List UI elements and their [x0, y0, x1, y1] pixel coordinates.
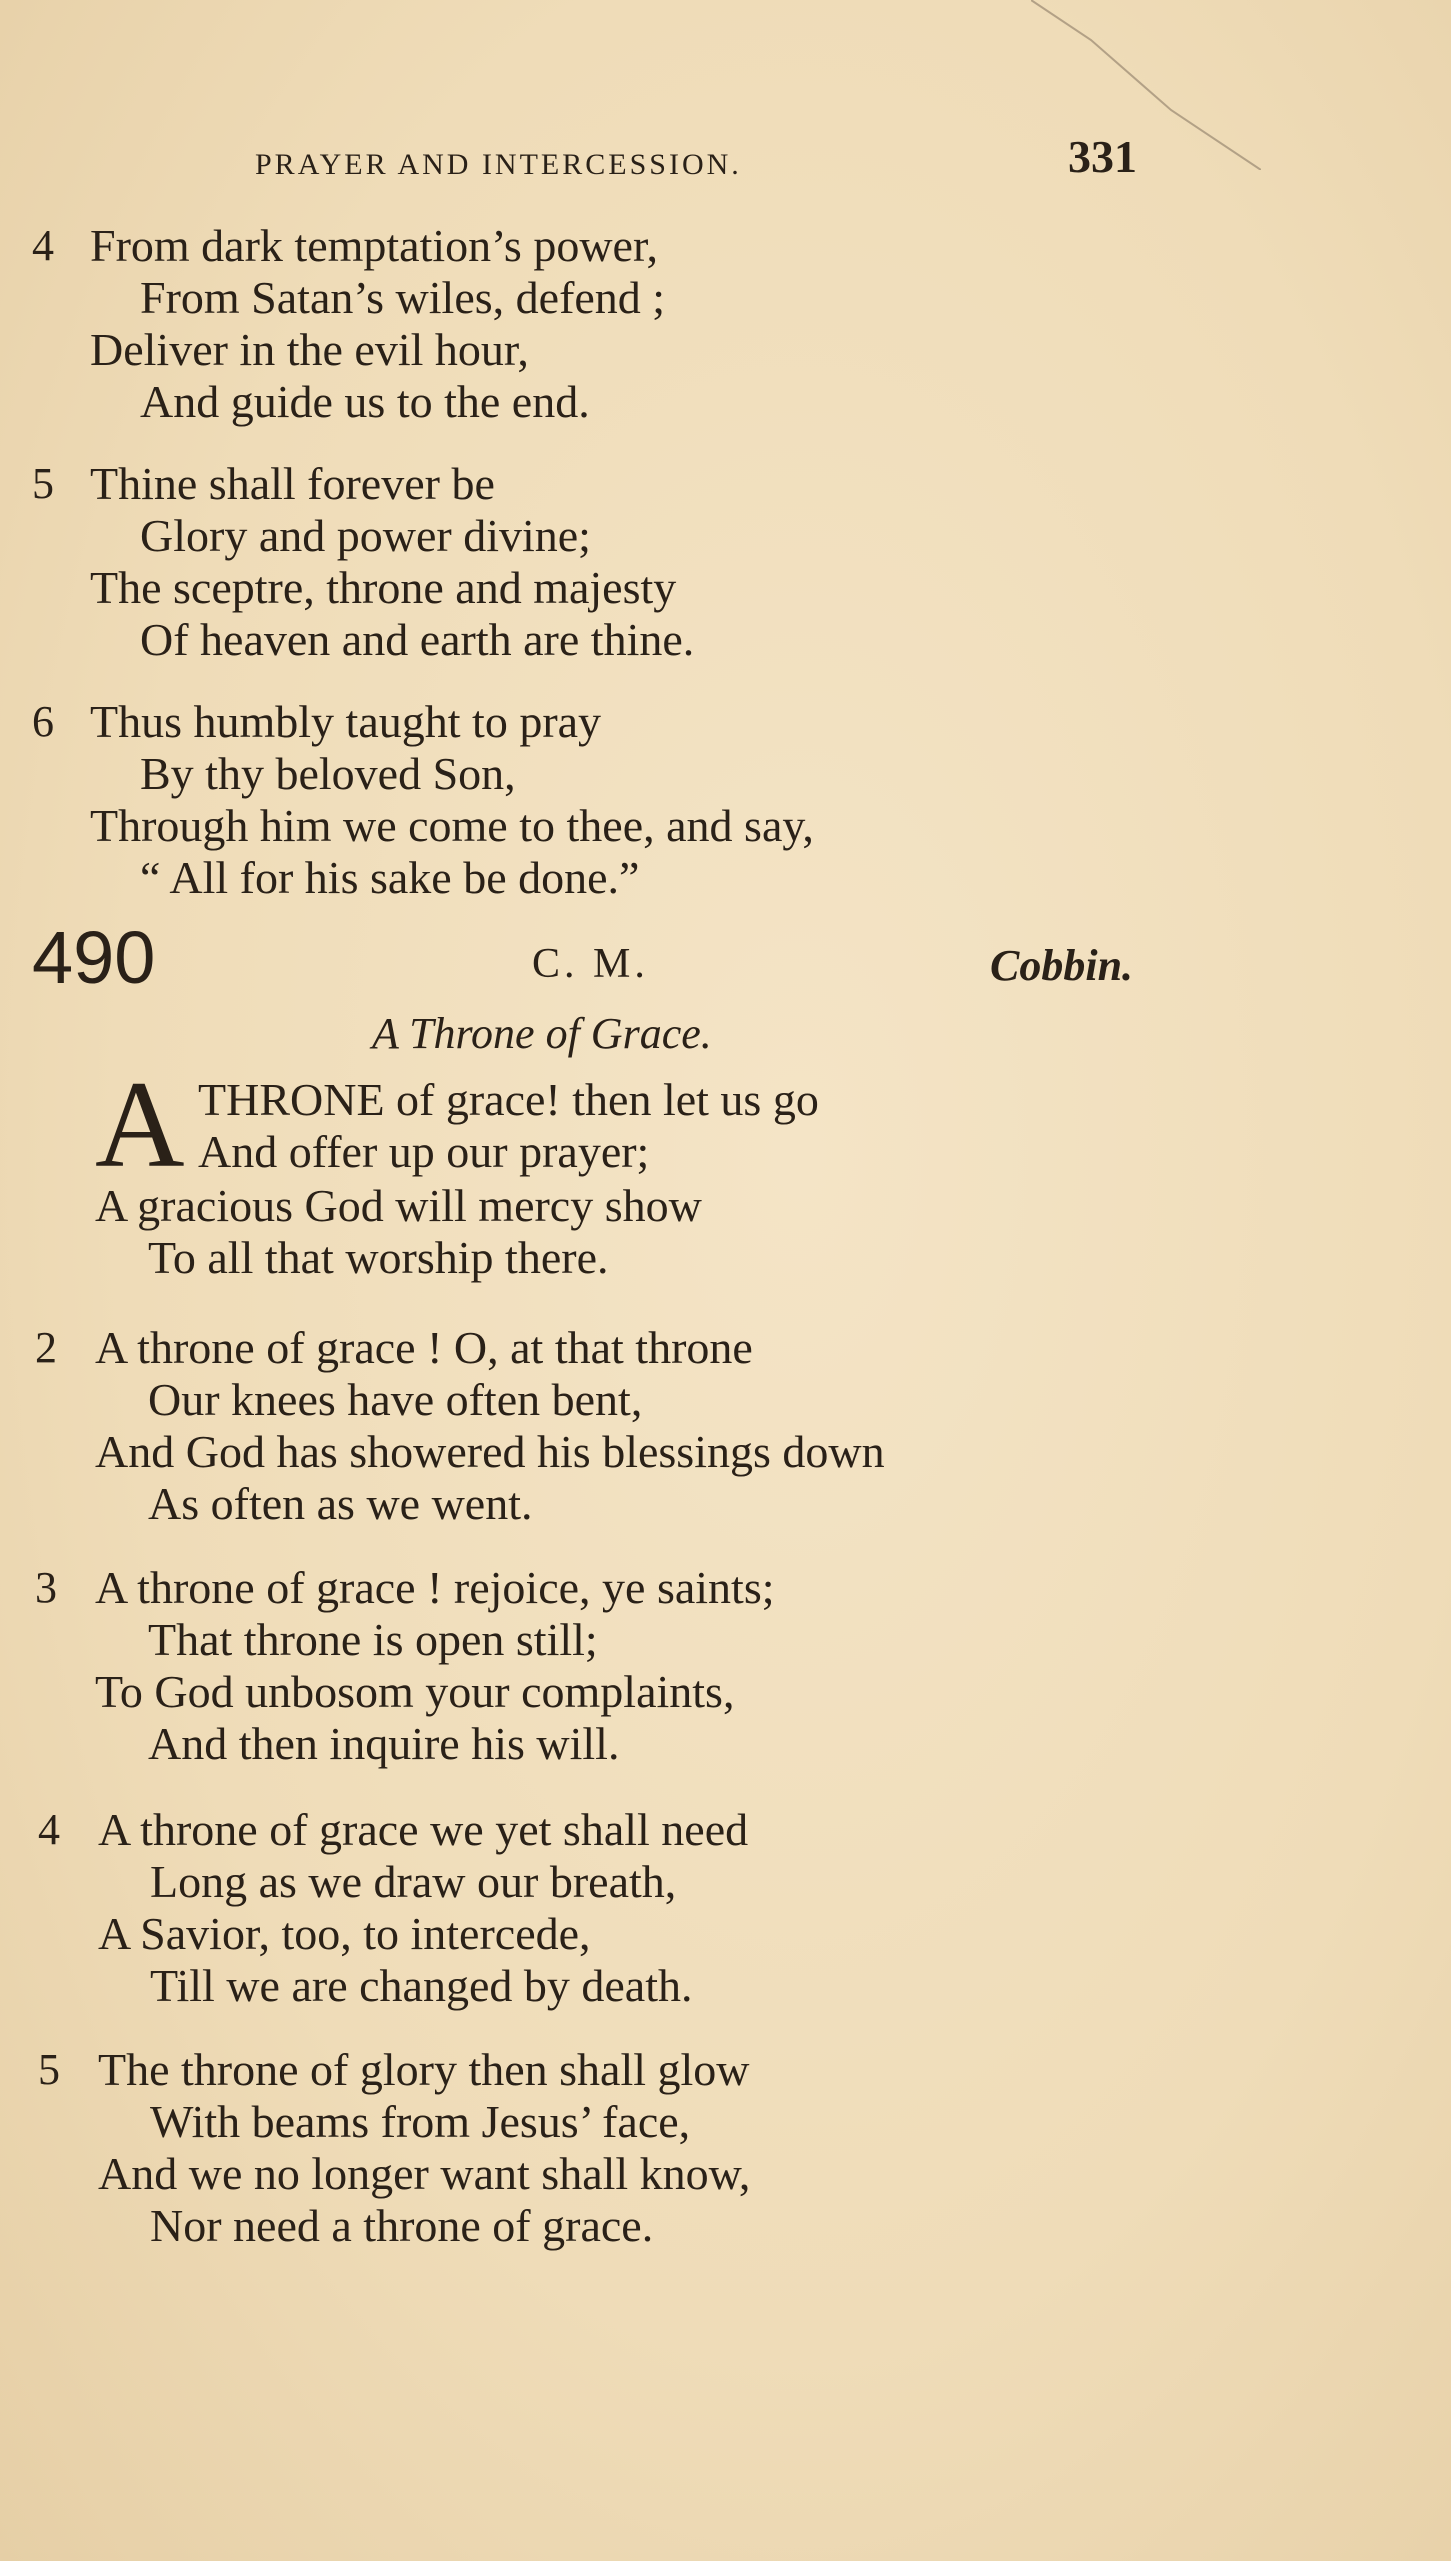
verse-line: From dark temptation’s power, [90, 220, 658, 271]
verse-line: Thine shall forever be [90, 458, 495, 509]
verse-line: And offer up our prayer; [198, 1126, 650, 1177]
verse-line: And guide us to the end. [140, 376, 590, 427]
running-head: PRAYER AND INTERCESSION. [255, 148, 742, 181]
verse-line: Thus humbly taught to pray [90, 696, 602, 747]
stanza-number: 5 [32, 459, 54, 508]
verse-line: Of heaven and earth are thine. [140, 614, 695, 665]
verse-line: And God has showered his blessings down [95, 1426, 885, 1477]
hymn-title: A Throne of Grace. [372, 1009, 712, 1058]
verse-line: THRONE of grace! then let us go [198, 1074, 819, 1125]
verse-line: That throne is open still; [148, 1614, 598, 1665]
verse-line: A throne of grace we yet shall need [98, 1804, 749, 1855]
verse-line: With beams from Jesus’ face, [150, 2096, 691, 2147]
drop-cap: A [95, 1056, 185, 1193]
stanza-number: 2 [35, 1323, 57, 1372]
verse-line: And then inquire his will. [148, 1718, 620, 1769]
verse-line: To all that worship there. [148, 1232, 609, 1283]
stanza-number: 6 [32, 697, 54, 746]
verse-line: From Satan’s wiles, defend ; [140, 272, 666, 323]
page-number: 331 [1068, 131, 1137, 182]
verse-line: To God unbosom your complaints, [95, 1666, 735, 1717]
verse-line: Through him we come to thee, and say, [90, 800, 814, 851]
verse-line: Glory and power divine; [140, 510, 591, 561]
verse-line: Till we are changed by death. [150, 1960, 693, 2011]
stanza-number: 4 [32, 221, 54, 270]
verse-line: A Savior, too, to intercede, [98, 1908, 591, 1959]
stanza-number: 5 [38, 2045, 60, 2094]
verse-line: The sceptre, throne and majesty [90, 562, 677, 613]
verse-line: A gracious God will mercy show [95, 1180, 702, 1231]
hymn-number: 490 [32, 916, 156, 999]
verse-line: “ All for his sake be done.” [140, 852, 640, 903]
verse-line: Our knees have often bent, [148, 1374, 643, 1425]
verse-line: A throne of grace ! O, at that throne [95, 1322, 753, 1373]
page-header [255, 130, 1155, 190]
verse-line: Deliver in the evil hour, [90, 324, 529, 375]
verse-line: The throne of glory then shall glow [98, 2044, 750, 2095]
verse-line: A throne of grace ! rejoice, ye saints; [95, 1562, 775, 1613]
verse-line: Long as we draw our breath, [150, 1856, 677, 1907]
verse-line: By thy beloved Son, [140, 748, 516, 799]
stanza-number: 3 [35, 1563, 57, 1612]
verse-line: As often as we went. [148, 1478, 533, 1529]
stanza-number: 4 [38, 1805, 60, 1854]
verse-line: And we no longer want shall know, [98, 2148, 751, 2199]
verse-line: Nor need a throne of grace. [150, 2200, 654, 2251]
tune-name: Cobbin. [990, 941, 1134, 990]
hymn-meter: C. M. [532, 941, 649, 987]
